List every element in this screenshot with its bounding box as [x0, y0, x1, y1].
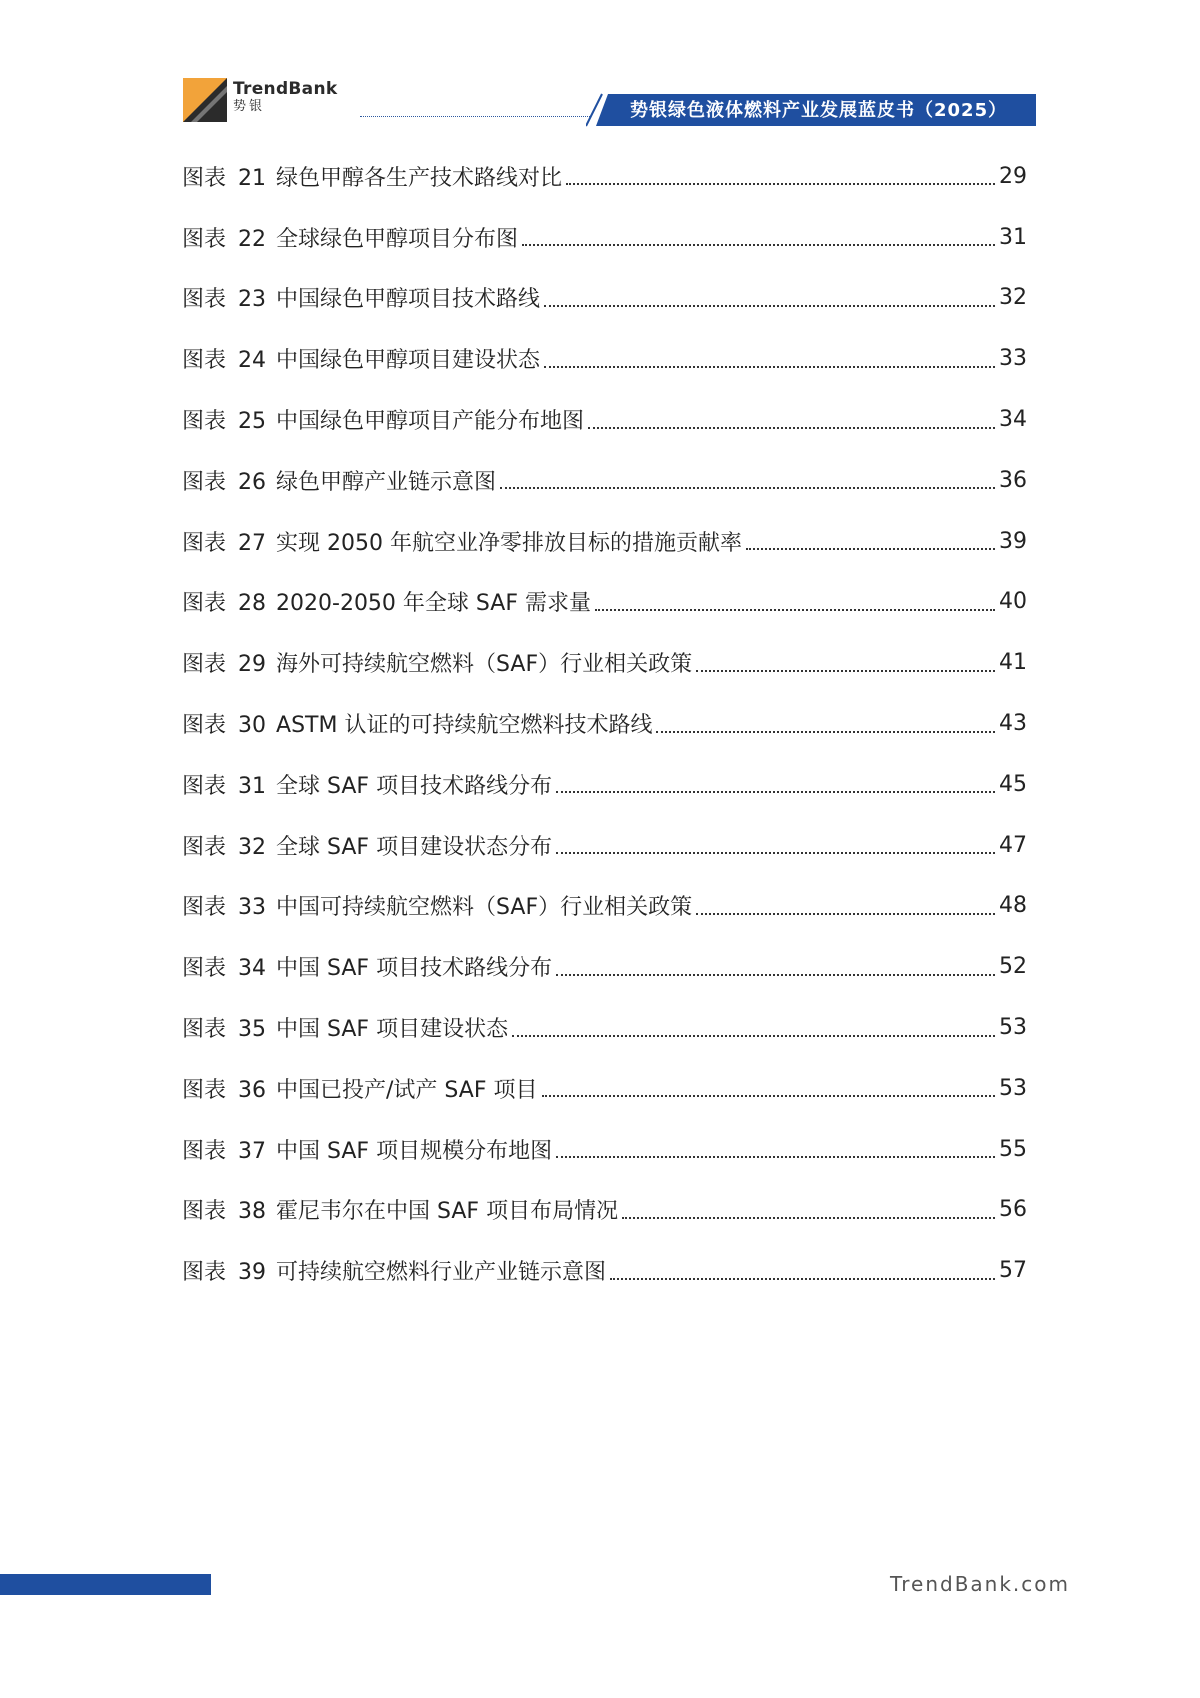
- toc-prefix: 图表: [182, 1138, 227, 1164]
- page-header: [0, 0, 1200, 140]
- toc-entry[interactable]: [182, 815, 1027, 876]
- toc-dot-leader: [556, 1156, 995, 1158]
- toc-dot-leader: [610, 1278, 995, 1280]
- toc-entry-label: [182, 526, 742, 557]
- toc-entry[interactable]: [182, 389, 1027, 450]
- toc-entry-label: [182, 222, 518, 253]
- toc-figure-title: 中国绿色甲醇项目技术路线: [276, 287, 541, 313]
- toc-page-number: 52: [999, 954, 1027, 980]
- toc-prefix: 图表: [182, 591, 227, 617]
- toc-page-number: 43: [999, 711, 1027, 737]
- toc-page-number: 53: [999, 1075, 1027, 1101]
- toc-figure-title: 中国 SAF 项目技术路线分布: [276, 956, 553, 982]
- toc-figure-number: 26: [238, 469, 267, 495]
- toc-figure-number: 39: [238, 1260, 267, 1286]
- footer-accent-bar: [0, 1574, 211, 1595]
- logo-chinese-name: 势银: [233, 99, 266, 114]
- toc-prefix: 图表: [182, 1260, 227, 1286]
- toc-entry[interactable]: [182, 1180, 1027, 1241]
- toc-prefix: 图表: [182, 895, 227, 921]
- toc-entry-label: [182, 1134, 552, 1165]
- toc-figure-title: 中国 SAF 项目规模分布地图: [276, 1138, 553, 1164]
- toc-entry-label: [182, 951, 552, 982]
- toc-entry[interactable]: [182, 876, 1027, 937]
- toc-figure-number: 23: [238, 287, 267, 313]
- toc-entry[interactable]: [182, 207, 1027, 268]
- toc-page-number: 40: [999, 589, 1027, 615]
- toc-dot-leader: [512, 1035, 995, 1037]
- toc-entry-label: [182, 586, 591, 617]
- toc-figure-title: 绿色甲醇产业链示意图: [276, 469, 497, 495]
- toc-page-number: 29: [999, 163, 1027, 189]
- toc-entry-label: [182, 1194, 618, 1225]
- toc-page-number: 53: [999, 1015, 1027, 1041]
- toc-page-number: 36: [999, 467, 1027, 493]
- toc-entry[interactable]: [182, 572, 1027, 633]
- toc-dot-leader: [544, 305, 995, 307]
- toc-entry[interactable]: [182, 328, 1027, 389]
- toc-page-number: 34: [999, 407, 1027, 433]
- toc-dot-leader: [522, 244, 995, 246]
- toc-prefix: 图表: [182, 1077, 227, 1103]
- toc-dot-leader: [622, 1217, 995, 1219]
- toc-prefix: 图表: [182, 287, 227, 313]
- toc-entry-label: [182, 343, 540, 374]
- toc-figure-title: 全球 SAF 项目技术路线分布: [276, 773, 553, 799]
- toc-entry[interactable]: [182, 450, 1027, 511]
- toc-figure-number: 31: [238, 773, 267, 799]
- toc-entry[interactable]: [182, 1058, 1027, 1119]
- toc-dot-leader: [656, 731, 995, 733]
- toc-figure-title: 实现 2050 年航空业净零排放目标的措施贡献率: [276, 530, 742, 556]
- toc-figure-title: 海外可持续航空燃料（SAF）行业相关政策: [276, 652, 693, 678]
- toc-entry[interactable]: [182, 1119, 1027, 1180]
- toc-dot-leader: [556, 791, 995, 793]
- toc-dot-leader: [746, 548, 995, 550]
- toc-dot-leader: [542, 1095, 996, 1097]
- footer-website[interactable]: TrendBank.com: [889, 1572, 1070, 1596]
- toc-prefix: 图表: [182, 956, 227, 982]
- toc-dot-leader: [500, 487, 995, 489]
- toc-figure-number: 30: [238, 713, 267, 739]
- toc-prefix: 图表: [182, 226, 227, 252]
- toc-dot-leader: [588, 427, 995, 429]
- toc-figure-number: 24: [238, 348, 267, 374]
- toc-prefix: 图表: [182, 1017, 227, 1043]
- toc-prefix: 图表: [182, 713, 227, 739]
- toc-page-number: 56: [999, 1197, 1027, 1223]
- toc-prefix: 图表: [182, 530, 227, 556]
- figure-list: [182, 146, 1027, 1301]
- toc-figure-number: 34: [238, 956, 267, 982]
- toc-figure-number: 32: [238, 834, 267, 860]
- toc-figure-number: 36: [238, 1077, 267, 1103]
- toc-entry-label: [182, 890, 692, 921]
- toc-figure-number: 25: [238, 409, 267, 435]
- toc-entry-label: [182, 769, 552, 800]
- toc-entry[interactable]: [182, 997, 1027, 1058]
- toc-figure-number: 27: [238, 530, 267, 556]
- toc-page-number: 48: [999, 893, 1027, 919]
- toc-dot-leader: [566, 183, 995, 185]
- toc-figure-title: 可持续航空燃料行业产业链示意图: [276, 1260, 607, 1286]
- toc-entry-label: [182, 708, 652, 739]
- report-title: 势银绿色液体燃料产业发展蓝皮书（2025）: [630, 100, 1008, 121]
- toc-prefix: 图表: [182, 652, 227, 678]
- toc-figure-number: 33: [238, 895, 267, 921]
- toc-dot-leader: [595, 609, 995, 611]
- toc-figure-title: ASTM 认证的可持续航空燃料技术路线: [276, 713, 653, 739]
- toc-prefix: 图表: [182, 1199, 227, 1225]
- toc-entry[interactable]: [182, 511, 1027, 572]
- toc-page-number: 39: [999, 528, 1027, 554]
- toc-entry[interactable]: [182, 146, 1027, 207]
- toc-figure-title: 2020-2050 年全球 SAF 需求量: [276, 591, 591, 617]
- toc-figure-number: 28: [238, 591, 267, 617]
- toc-figure-title: 绿色甲醇各生产技术路线对比: [276, 165, 563, 191]
- toc-entry-label: [182, 1012, 508, 1043]
- toc-figure-title: 中国可持续航空燃料（SAF）行业相关政策: [276, 895, 693, 921]
- toc-entry-label: [182, 465, 496, 496]
- toc-figure-number: 37: [238, 1138, 267, 1164]
- toc-page-number: 47: [999, 832, 1027, 858]
- toc-figure-title: 霍尼韦尔在中国 SAF 项目布局情况: [276, 1199, 619, 1225]
- toc-prefix: 图表: [182, 409, 227, 435]
- toc-entry-label: [182, 1255, 606, 1286]
- toc-dot-leader: [544, 366, 995, 368]
- toc-prefix: 图表: [182, 469, 227, 495]
- toc-figure-title: 中国绿色甲醇项目建设状态: [276, 348, 541, 374]
- toc-entry-label: [182, 404, 584, 435]
- toc-page-number: 57: [999, 1258, 1027, 1284]
- toc-prefix: 图表: [182, 348, 227, 374]
- toc-entry[interactable]: [182, 632, 1027, 693]
- toc-dot-leader: [696, 670, 995, 672]
- toc-figure-number: 29: [238, 652, 267, 678]
- toc-figure-title: 中国 SAF 项目建设状态: [276, 1017, 509, 1043]
- toc-entry-label: [182, 647, 692, 678]
- toc-entry[interactable]: [182, 754, 1027, 815]
- toc-page-number: 55: [999, 1136, 1027, 1162]
- header-dotted-rule: [360, 116, 590, 117]
- toc-entry-label: [182, 282, 540, 313]
- trendbank-logo-icon: [183, 78, 227, 122]
- toc-figure-number: 38: [238, 1199, 267, 1225]
- toc-page-number: 41: [999, 650, 1027, 676]
- toc-figure-title: 中国绿色甲醇项目产能分布地图: [276, 409, 585, 435]
- toc-dot-leader: [696, 913, 995, 915]
- toc-entry-label: [182, 1073, 538, 1104]
- toc-entry[interactable]: [182, 268, 1027, 329]
- toc-figure-title: 全球 SAF 项目建设状态分布: [276, 834, 553, 860]
- toc-entry[interactable]: [182, 693, 1027, 754]
- toc-entry-label: [182, 161, 562, 192]
- toc-figure-number: 21: [238, 165, 267, 191]
- toc-page-number: 31: [999, 224, 1027, 250]
- toc-page-number: 32: [999, 285, 1027, 311]
- toc-prefix: 图表: [182, 773, 227, 799]
- toc-figure-number: 22: [238, 226, 267, 252]
- toc-figure-number: 35: [238, 1017, 267, 1043]
- toc-entry[interactable]: [182, 936, 1027, 997]
- toc-page-number: 33: [999, 346, 1027, 372]
- toc-dot-leader: [556, 852, 995, 854]
- toc-figure-title: 全球绿色甲醇项目分布图: [276, 226, 519, 252]
- toc-dot-leader: [556, 974, 995, 976]
- toc-prefix: 图表: [182, 834, 227, 860]
- logo-wordmark: TrendBank: [233, 79, 338, 99]
- toc-prefix: 图表: [182, 165, 227, 191]
- toc-entry[interactable]: [182, 1240, 1027, 1301]
- brand-logo: [183, 78, 337, 122]
- toc-page-number: 45: [999, 771, 1027, 797]
- toc-entry-label: [182, 830, 552, 861]
- toc-figure-title: 中国已投产/试产 SAF 项目: [276, 1077, 538, 1103]
